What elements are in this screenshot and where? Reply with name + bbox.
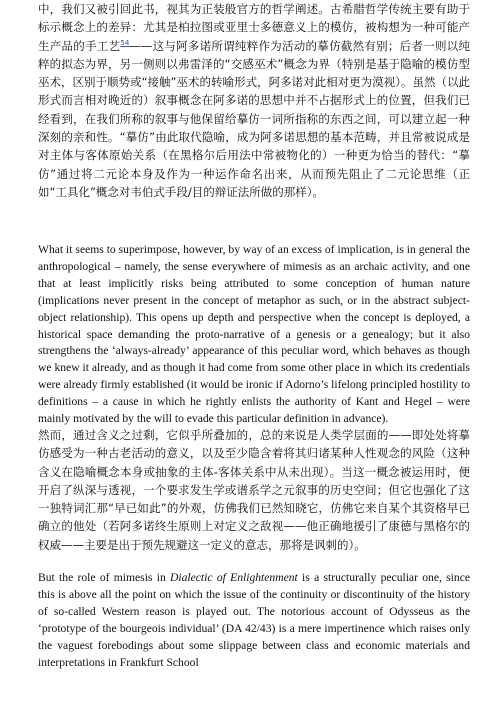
chinese-paragraph-1-text-b: ——这与阿多诺所谓纯粹作为活动的摹仿截然有别；后者一则以纯粹的拟态为界，另一侧则以弗雷泽的“交感巫术”概念为界（特别是基于隐喻的模仿型巫术，区别于顺势或“接触”巫术的转喻形式，阿多诺对此相对更为漠视）。虽然（以此形式而言相对晚近的）叙事概念在阿多诺的思想中并不占据形式上的位置，但我们已经看到，在我们所称的叙事与他保留给摹仿一词所指称的东西之间，可以建立起一种深刻的亲和性。“摹仿”由此取代隐喻，成为阿多诺思想的基本范畴，并且常被说成是对主体与客体原始关系（在黑格尔后用法中常被物化的）一种更为恰当的替代：“摹仿”通过将二元论本身及作为一种运作命名出来，从而预先阻止了二元论思维（正如“工具化”概念对韦伯式手段/目的辩证法所做的那样）。 [38,38,471,199]
chinese-paragraph-1 [38,0,470,201]
chinese-paragraph-1-text-a: 中，我们又被引回此书，视其为正装般官方的哲学阐述。古希腊哲学传统主要有助于标示概念上的差异：尤其是柏拉图或亚里士多德意义上的模仿，被构想为一种可能产生产品的手工艺 [38,2,470,53]
english-paragraph-2 [38,570,470,671]
chinese-paragraph-2: 然而，通过含义之过剩，它似乎所叠加的，总的来说是人类学层面的——即处处将摹仿感受为一种古老活动的意义，以及至少隐含着将其归诸某种人性观念的风险（这种含义在隐喻概念本身或抽象的主体-客体关系中从未出现）。当这一概念被运用时，便开启了纵深与透视，一个要求发生学或谱系学之元叙事的历史空间；但它也强化了这一独特词汇那“早已如此”的外观，仿佛我们已然知晓它，仿佛它来自某个其资格早已确立的他处（若阿多诺终生原则上对定义之敌视——他正确地援引了康德与黑格尔的权威——主要是出于预先规避这一定义的意志，那将是讽刺的）。 [38,428,470,552]
footnote-link[interactable]: 54 [120,38,130,47]
book-title: Dialectic of Enlightenment [170,571,298,584]
english-paragraph-2-text-b: is a structurally peculiar one, since this is above all the point on which the issue of the continuity or discontinuity of the history of so-called Western reason is played out. The notorious account of Odysseus as the ‘prototype of the bourgeois individual’ (DA 42/43) is a mere impertinence which raises only the vaguest forebodings about some slippage between class and economic materials and interpretations in Frankfurt School [38,571,470,669]
english-paragraph-1: What it seems to superimpose, however, by way of an excess of implication, is in general the anthropological – namely, the sense everywhere of mimesis as an archaic activity, and one that at least implicitly risks being attributed to some conception of human nature (implications never present in the concept of metaphor as such, or in the abstract subject-object relationship). This opens up depth and perspective when the concept is deployed, a historical space demanding the proto-narrative of a genesis or a genealogy; but it also strengthens the ‘always-already’ appearance of this peculiar word, which behaves as though we knew it already, and as though it had come from some other place in which its credentials were already firmly established (it would be ironic if Adorno’s lifelong principled hostility to definitions – a cause in which he rightly enlists the authority of Kant and Hegel – were mainly motivated by the will to evade this particular definition in advance). [38,243,470,426]
english-paragraph-2-text-a: But the role of mimesis in [38,571,171,584]
